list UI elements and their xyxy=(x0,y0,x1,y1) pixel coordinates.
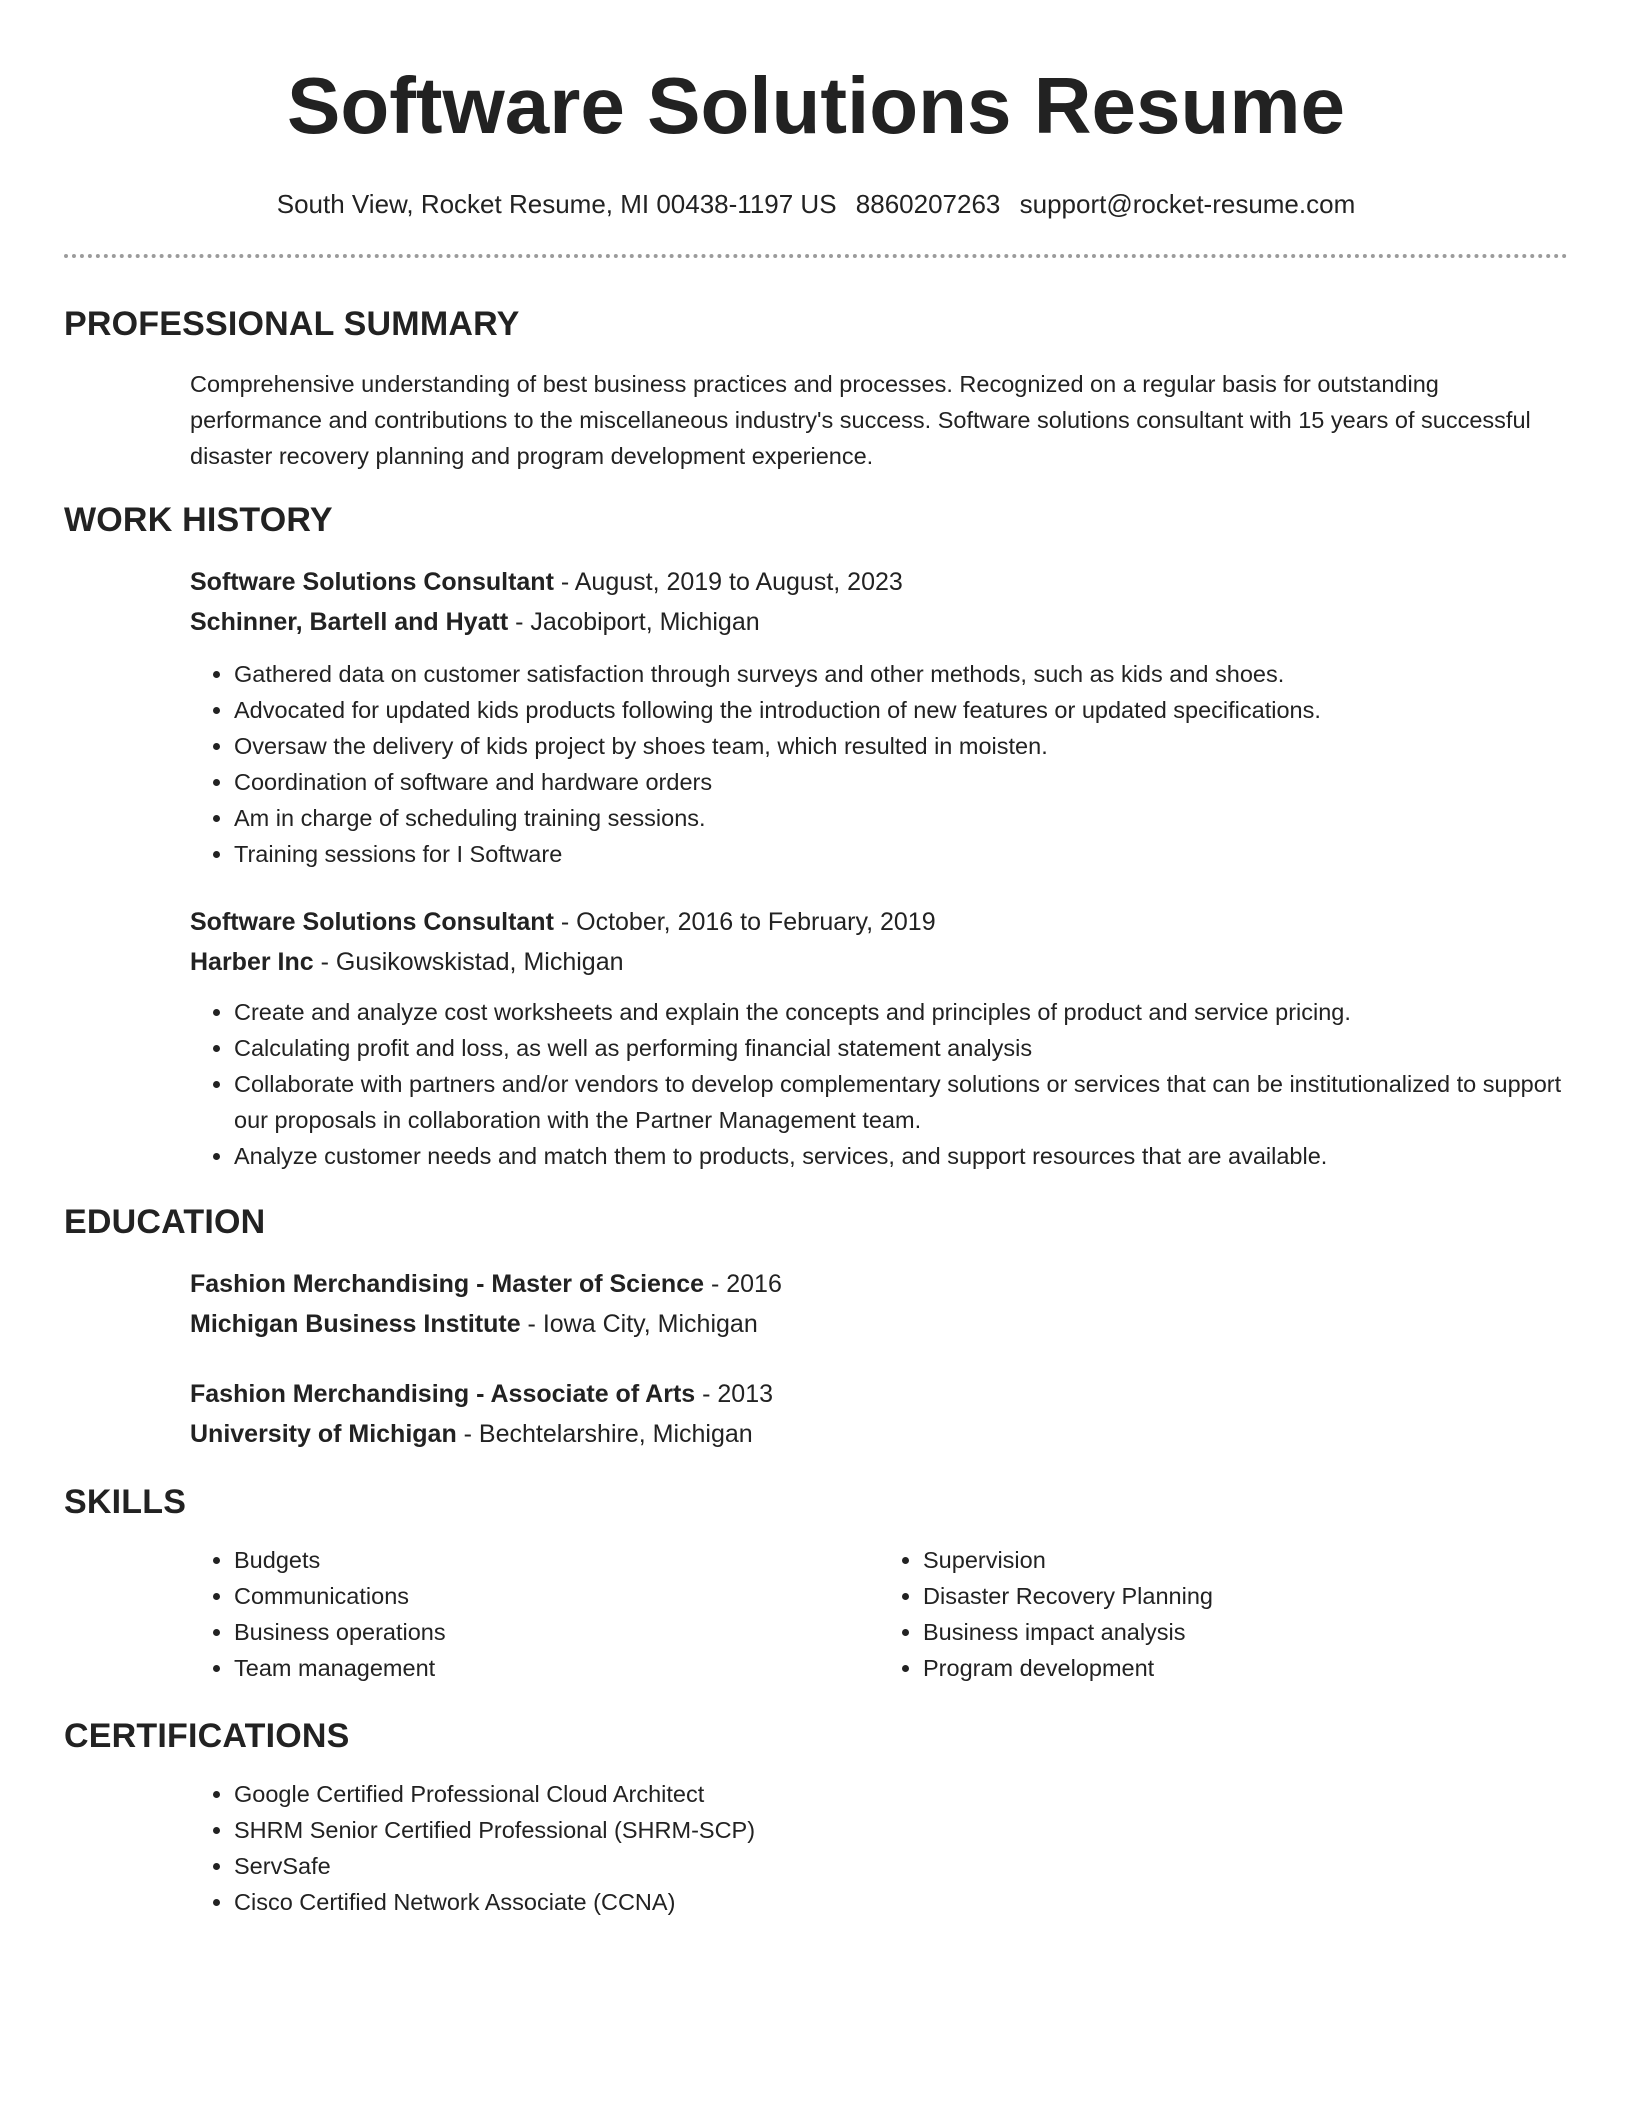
list-item: • Program development xyxy=(923,1650,1568,1686)
job-company: Harber Inc xyxy=(190,948,314,976)
list-item: • SHRM Senior Certified Professional (SHRM-SCP) xyxy=(234,1812,1568,1848)
list-item: • Training sessions for I Software xyxy=(234,836,1568,872)
resume-name: Software Solutions Resume xyxy=(287,61,1345,150)
list-item: • Supervision xyxy=(923,1542,1568,1578)
education-school-line xyxy=(190,1304,1568,1344)
job-entry xyxy=(64,562,1568,872)
list-item: • Business operations xyxy=(234,1614,879,1650)
list-item: • Business impact analysis xyxy=(923,1614,1568,1650)
education-degree-line xyxy=(190,1264,1568,1304)
work-title: WORK HISTORY xyxy=(64,501,333,539)
list-item: • Coordination of software and hardware orders xyxy=(234,764,1568,800)
contact-line xyxy=(64,188,1568,220)
list-item: • Communications xyxy=(234,1578,879,1614)
job-dates: - August, 2019 to August, 2023 xyxy=(553,568,903,596)
job-location: - Jacobiport, Michigan xyxy=(508,608,760,636)
skills-left-list xyxy=(190,1542,879,1686)
education-degree: Fashion Merchandising - Master of Science xyxy=(190,1270,705,1298)
list-item: • Collaborate with partners and/or vendors to develop complementary solutions or services that can be institutionalized to support our proposals in collaboration with the Partner Management team. xyxy=(234,1066,1568,1138)
education-location: - Bechtelarshire, Michigan xyxy=(456,1420,753,1448)
job-location: - Gusikowskistad, Michigan xyxy=(313,948,624,976)
contact-address: South View, Rocket Resume, MI 00438-1197 US xyxy=(276,189,837,219)
summary-section xyxy=(64,304,1568,474)
list-item: • Google Certified Professional Cloud Architect xyxy=(234,1776,1568,1812)
certifications-section xyxy=(64,1716,1568,1920)
contact-email: support@rocket-resume.com xyxy=(1019,189,1356,219)
work-section xyxy=(64,500,1568,1174)
certifications-list xyxy=(190,1776,1568,1920)
education-entry xyxy=(64,1374,1568,1454)
education-school: University of Michigan xyxy=(190,1420,457,1448)
header-divider xyxy=(64,254,1568,258)
list-item: • ServSafe xyxy=(234,1848,1568,1884)
skills-right-list xyxy=(879,1542,1568,1686)
education-year: - 2013 xyxy=(695,1380,774,1408)
list-item: • Create and analyze cost worksheets and explain the concepts and principles of product and service pricing. xyxy=(234,994,1568,1030)
list-item: • Disaster Recovery Planning xyxy=(923,1578,1568,1614)
education-school: Michigan Business Institute xyxy=(190,1310,521,1338)
list-item: • Budgets xyxy=(234,1542,879,1578)
summary-text: Comprehensive understanding of best business practices and processes. Recognized on a regular basis for outstanding performance and contributions to the miscellaneous industry's success. Software solutions consultant with 15 years of successful disaster recovery planning and program development experience. xyxy=(190,371,1531,469)
contact-phone: 8860207263 xyxy=(855,189,1001,219)
job-company: Schinner, Bartell and Hyatt xyxy=(190,608,509,636)
education-school-line xyxy=(190,1414,1568,1454)
education-year: - 2016 xyxy=(704,1270,782,1298)
skills-section xyxy=(64,1482,1568,1686)
skills-grid xyxy=(64,1542,1568,1686)
education-location: - Iowa City, Michigan xyxy=(520,1310,758,1338)
list-item: • Team management xyxy=(234,1650,879,1686)
job-role: Software Solutions Consultant xyxy=(190,908,554,936)
education-degree-line xyxy=(190,1374,1568,1414)
job-company-line xyxy=(190,942,1568,982)
list-item: • Cisco Certified Network Associate (CCNA) xyxy=(234,1884,1568,1920)
job-company-line xyxy=(190,602,1568,642)
summary-body xyxy=(64,366,1568,474)
job-role-line xyxy=(190,562,1568,602)
job-role: Software Solutions Consultant xyxy=(190,568,554,596)
summary-title: PROFESSIONAL SUMMARY xyxy=(64,305,520,343)
job-dates: - October, 2016 to February, 2019 xyxy=(553,908,936,936)
education-section xyxy=(64,1202,1568,1454)
job-bullets xyxy=(190,656,1568,872)
education-entry xyxy=(64,1264,1568,1344)
certifications-body xyxy=(64,1776,1568,1920)
job-bullets xyxy=(190,994,1568,1174)
skills-title: SKILLS xyxy=(64,1483,187,1521)
list-item: • Oversaw the delivery of kids project by shoes team, which resulted in moisten. xyxy=(234,728,1568,764)
list-item: • Gathered data on customer satisfaction through surveys and other methods, such as kids and shoes. xyxy=(234,656,1568,692)
list-item: • Calculating profit and loss, as well as performing financial statement analysis xyxy=(234,1030,1568,1066)
education-title: EDUCATION xyxy=(64,1203,266,1241)
list-item: • Advocated for updated kids products following the introduction of new features or updated specifications. xyxy=(234,692,1568,728)
job-role-line xyxy=(190,902,1568,942)
list-item: • Analyze customer needs and match them to products, services, and support resources that are available. xyxy=(234,1138,1568,1174)
education-degree: Fashion Merchandising - Associate of Arts xyxy=(190,1380,696,1408)
job-entry xyxy=(64,902,1568,1174)
resume-header xyxy=(64,0,1568,220)
list-item: • Am in charge of scheduling training sessions. xyxy=(234,800,1568,836)
certifications-title: CERTIFICATIONS xyxy=(64,1717,350,1755)
